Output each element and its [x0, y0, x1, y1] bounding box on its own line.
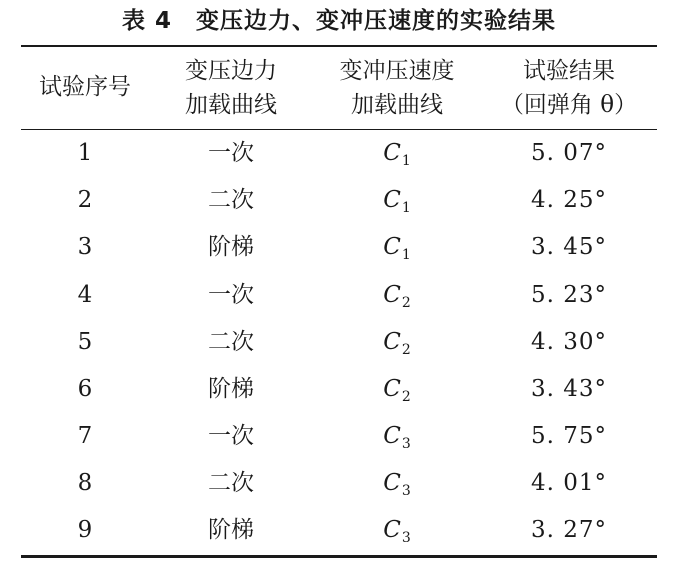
speed-subscript: 1 — [401, 200, 411, 216]
cell-result: 3. 27° — [530, 517, 608, 543]
speed-symbol: C — [383, 282, 401, 308]
cell-result: 3. 45° — [530, 234, 608, 260]
cell-result: 4. 25° — [530, 187, 608, 213]
cell-speed-curve — [313, 507, 481, 554]
cell-trial-no: 5 — [77, 329, 93, 355]
speed-symbol: C — [383, 470, 401, 496]
speed-symbol: C — [383, 376, 401, 402]
cell-bhf-curve: 一次 — [208, 423, 254, 449]
cell-speed-curve — [313, 366, 481, 413]
table-caption — [0, 4, 678, 38]
cell-result: 5. 07° — [530, 140, 608, 166]
speed-symbol: C — [383, 517, 401, 543]
cell-result: 5. 75° — [530, 423, 608, 449]
header-speed-curve — [313, 54, 481, 122]
header-line: 加载曲线 — [185, 92, 277, 118]
speed-symbol: C — [383, 329, 401, 355]
speed-symbol: C — [383, 140, 401, 166]
top-rule — [21, 45, 657, 47]
cell-result: 4. 30° — [530, 329, 608, 355]
header-line: （回弹角 θ） — [500, 92, 638, 118]
cell-speed-curve — [313, 177, 481, 224]
cell-speed-curve — [313, 130, 481, 177]
cell-result: 4. 01° — [530, 470, 608, 496]
cell-result: 3. 43° — [530, 376, 608, 402]
cell-bhf-curve: 一次 — [208, 282, 254, 308]
cell-speed-curve — [313, 272, 481, 319]
header-line: 变压边力 — [185, 58, 277, 84]
cell-speed-curve — [313, 413, 481, 460]
speed-symbol: C — [383, 234, 401, 260]
speed-symbol: C — [383, 187, 401, 213]
table-row — [21, 413, 657, 460]
bottom-rule — [21, 555, 657, 558]
speed-subscript: 2 — [401, 389, 411, 405]
table-row — [21, 460, 657, 507]
table-row — [21, 130, 657, 177]
speed-subscript: 3 — [401, 436, 411, 452]
cell-bhf-curve: 二次 — [208, 329, 254, 355]
cell-bhf-curve: 一次 — [208, 140, 254, 166]
header-line: 试验结果 — [523, 58, 615, 84]
cell-trial-no: 1 — [77, 140, 93, 166]
header-line: 试验序号 — [39, 74, 131, 100]
cell-bhf-curve: 阶梯 — [208, 517, 254, 543]
table-row — [21, 177, 657, 224]
cell-speed-curve — [313, 460, 481, 507]
header-trial-no — [21, 70, 149, 104]
cell-bhf-curve: 二次 — [208, 470, 254, 496]
cell-trial-no: 6 — [77, 376, 93, 402]
speed-subscript: 1 — [401, 153, 411, 169]
table-row — [21, 272, 657, 319]
table-title: 变压边力、变冲压速度的实验结果 — [196, 8, 556, 34]
cell-speed-curve — [313, 319, 481, 366]
cell-speed-curve — [313, 224, 481, 271]
cell-trial-no: 7 — [77, 423, 93, 449]
cell-bhf-curve: 阶梯 — [208, 376, 254, 402]
table-row — [21, 224, 657, 271]
speed-symbol: C — [383, 423, 401, 449]
table-row — [21, 366, 657, 413]
table-row — [21, 507, 657, 554]
header-bhf-curve — [149, 54, 313, 122]
speed-subscript: 1 — [401, 247, 411, 263]
speed-subscript: 2 — [401, 295, 411, 311]
table-number: 表 4 — [121, 8, 172, 34]
cell-trial-no: 4 — [77, 282, 93, 308]
cell-bhf-curve: 阶梯 — [208, 234, 254, 260]
speed-subscript: 2 — [401, 342, 411, 358]
cell-trial-no: 9 — [77, 517, 93, 543]
header-line: 变冲压速度 — [339, 58, 455, 84]
header-result — [481, 54, 657, 122]
speed-subscript: 3 — [401, 483, 411, 499]
cell-trial-no: 2 — [77, 187, 93, 213]
cell-result: 5. 23° — [530, 282, 608, 308]
speed-subscript: 3 — [401, 530, 411, 546]
cell-trial-no: 3 — [77, 234, 93, 260]
header-line: 加载曲线 — [351, 92, 443, 118]
cell-trial-no: 8 — [77, 470, 93, 496]
cell-bhf-curve: 二次 — [208, 187, 254, 213]
table-row — [21, 319, 657, 366]
